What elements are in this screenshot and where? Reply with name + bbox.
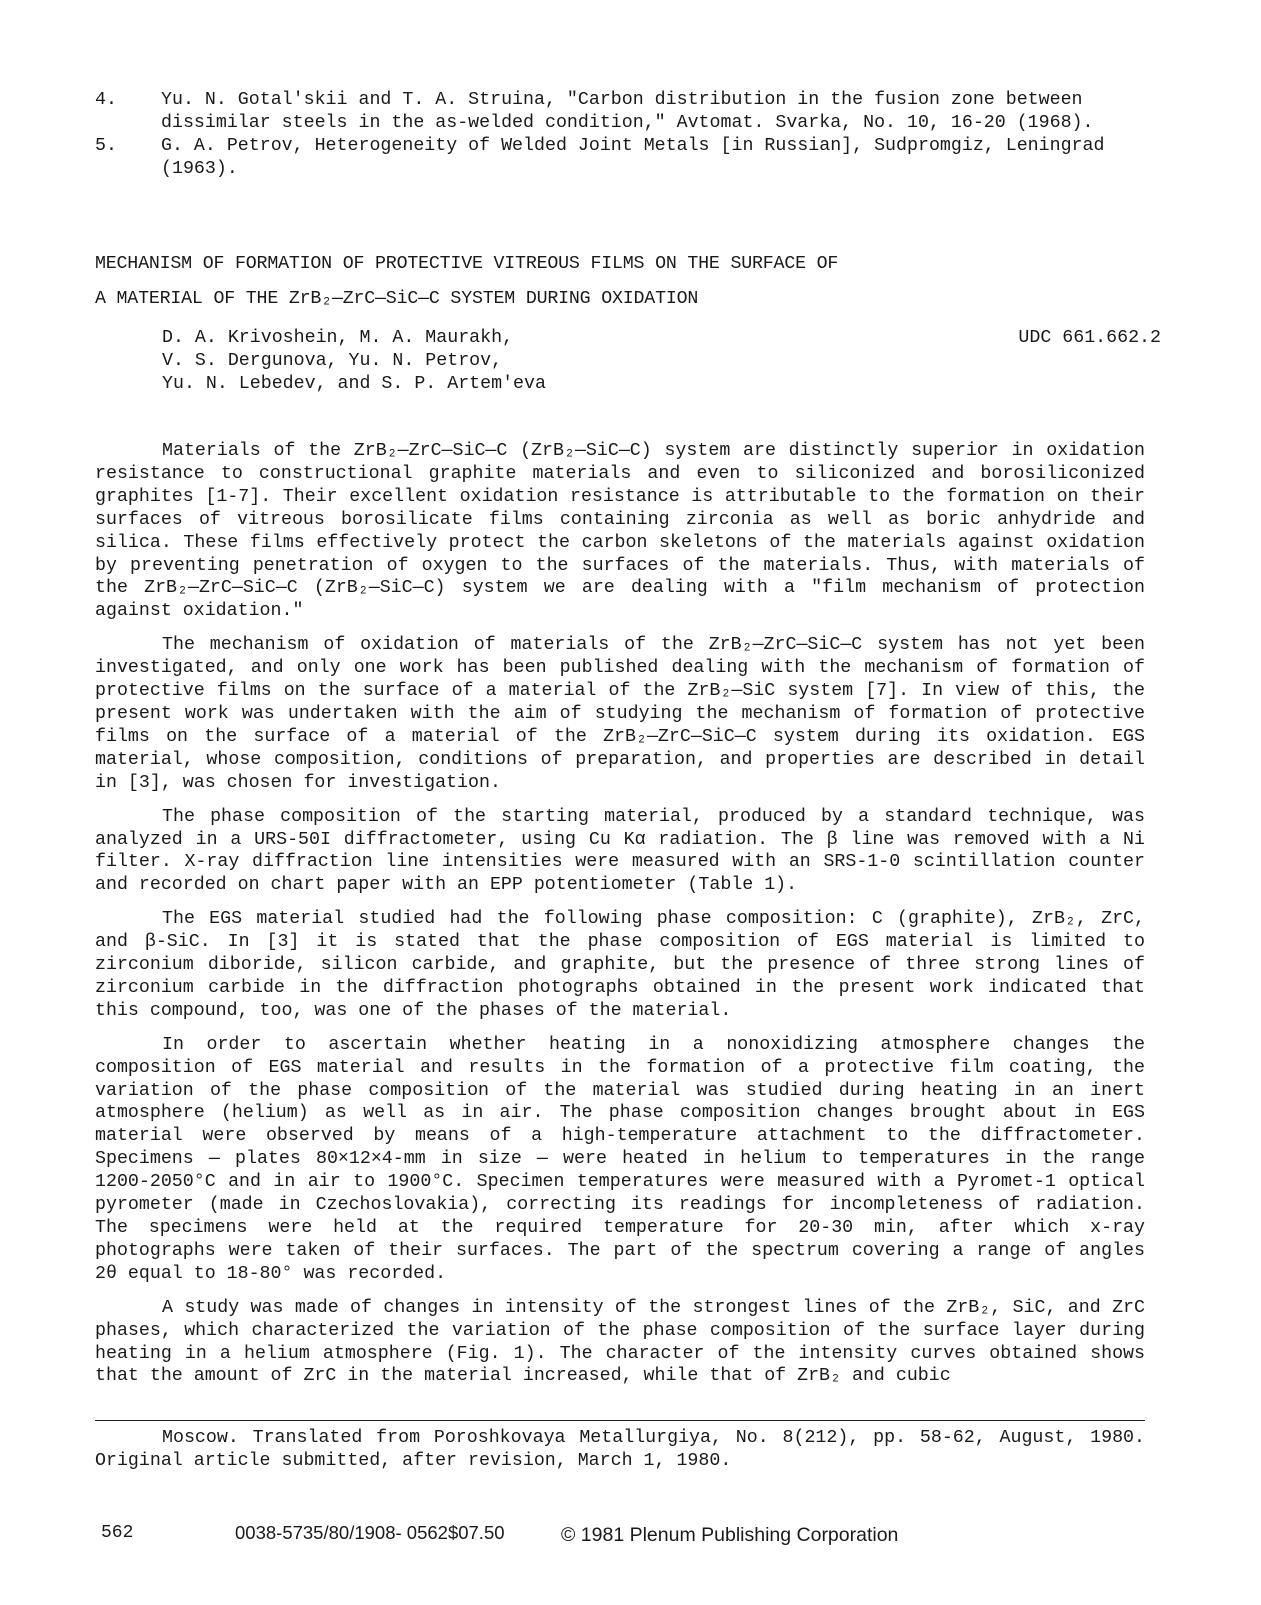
body-paragraph: In order to ascertain whether heating in a nonoxidizing atmosphere changes the composition of EGS material and results in the formation of a protective film coating, the variation of the phase composition of the material was studied during heating in an inert atmosphere (helium) as well as in air. The phase composition changes brought about in EGS material were observed by means of a high-temperature attachment to the diffractometer. Specimens — plates 80×12×4-mm in size — were heated in helium to temperatures in the range 1200-2050°C and in air to 1900°C. Specimen temperatures were measured with a Pyromet-1 optical pyrometer (made in Czechoslovakia), correcting its readings for incompleteness of radiation. The specimens were held at the required temperature for 20-30 min, after which x-ray photographs were taken of their surfaces. The part of the spectrum covering a range of angles 2θ equal to 18-80° was recorded. — [95, 1034, 1145, 1284]
author-line: Yu. N. Lebedev, and S. P. Artem'eva — [162, 373, 546, 394]
reference-item — [95, 135, 1145, 181]
page-number: 562 — [101, 1523, 134, 1543]
article-title — [95, 247, 1145, 317]
article-title-line-2: A MATERIAL OF THE ZrB₂—ZrC—SiC—C SYSTEM DURING OXIDATION — [95, 289, 699, 309]
page-footer — [95, 1522, 1145, 1546]
author-line: D. A. Krivoshein, M. A. Maurakh, — [162, 328, 514, 348]
reference-text: G. A. Petrov, Heterogeneity of Welded Joint Metals [in Russian], Sudpromgiz, Leningrad (1963). — [161, 135, 1105, 179]
reference-number: 5. — [95, 135, 117, 156]
reference-text: Yu. N. Gotal'skii and T. A. Struina, "Carbon distribution in the fusion zone between dissimilar steels in the as-welded condition," Avtomat. Svarka, No. 10, 16-20 (1968). — [161, 90, 1094, 133]
article-title-line-1: MECHANISM OF FORMATION OF PROTECTIVE VITREOUS FILMS ON THE SURFACE OF — [95, 254, 839, 274]
body-paragraph: Materials of the ZrB₂—ZrC—SiC—C (ZrB₂—SiC—C) system are distinctly superior in oxidation resistance to constructional graphite materials and even to siliconized and borosiliconized graphites [1-7]. Their excellent oxidation resistance is attributable to the formation on their surfaces of vitreous borosilicate films containing zirconia as well as boric anhydride and silica. These films effectively protect the carbon skeletons of the materials against oxidation by preventing penetration of oxygen to the surfaces of the materials. Thus, with materials of the ZrB₂—ZrC—SiC—C (ZrB₂—SiC—C) system we are dealing with a "film mechanism of protection against oxidation." — [95, 441, 1145, 622]
author-line: V. S. Dergunova, Yu. N. Petrov, — [162, 350, 503, 371]
article-body — [95, 440, 1145, 1399]
copyright-notice: © 1981 Plenum Publishing Corporation — [561, 1524, 899, 1546]
reference-item — [95, 89, 1145, 135]
footnote-divider — [95, 1420, 1145, 1421]
body-paragraph: The EGS material studied had the following phase composition: C (graphite), ZrB₂, ZrC, and β-SiC. In [3] it is stated that the phase composition of EGS material is limited to zirconium diboride, silicon carbide, and graphite, but the presence of three strong lines of zirconium carbide in the diffraction photographs obtained in the present work indicated that this compound, too, was one of the phases of the material. — [95, 909, 1145, 1021]
article-code: 0038-5735/80/1908- 0562$07.50 — [235, 1522, 505, 1543]
footnote-text: Moscow. Translated from Poroshkovaya Metallurgiya, No. 8(212), pp. 58-62, August, 1980. Original article submitted, after revision, March 1, 1980. — [95, 1428, 1145, 1471]
body-paragraph: The mechanism of oxidation of materials of the ZrB₂—ZrC—SiC—C system has not yet been investigated, and only one work has been published dealing with the mechanism of formation of protective films on the surface of a material of the ZrB₂—SiC system [7]. In view of this, the present work was undertaken with the aim of studying the mechanism of formation of protective films on the surface of a material of the ZrB₂—ZrC—SiC—C system during its oxidation. EGS material, whose composition, conditions of preparation, and properties are described in detail in [3], was chosen for investigation. — [95, 635, 1145, 793]
body-paragraph: A study was made of changes in intensity of the strongest lines of the ZrB₂, SiC, and ZrC phases, which characterized the variation of the phase composition of the surface layer during heating in a helium atmosphere (Fig. 1). The character of the intensity curves obtained shows that the amount of ZrC in the material increased, while that of ZrB₂ and cubic — [95, 1297, 1145, 1387]
reference-number: 4. — [95, 90, 117, 110]
reference-list — [95, 89, 1145, 181]
footnote — [95, 1427, 1145, 1473]
author-list — [162, 327, 762, 396]
udc-code: UDC 661.662.2 — [1018, 328, 1161, 348]
body-paragraph: The phase composition of the starting material, produced by a standard technique, was analyzed in a URS-50I diffractometer, using Cu Kα radiation. The β line was removed with a Ni filter. X-ray diffraction line intensities were measured with an SRS-1-0 scintillation counter and recorded on chart paper with an EPP potentiometer (Table 1). — [95, 806, 1145, 896]
